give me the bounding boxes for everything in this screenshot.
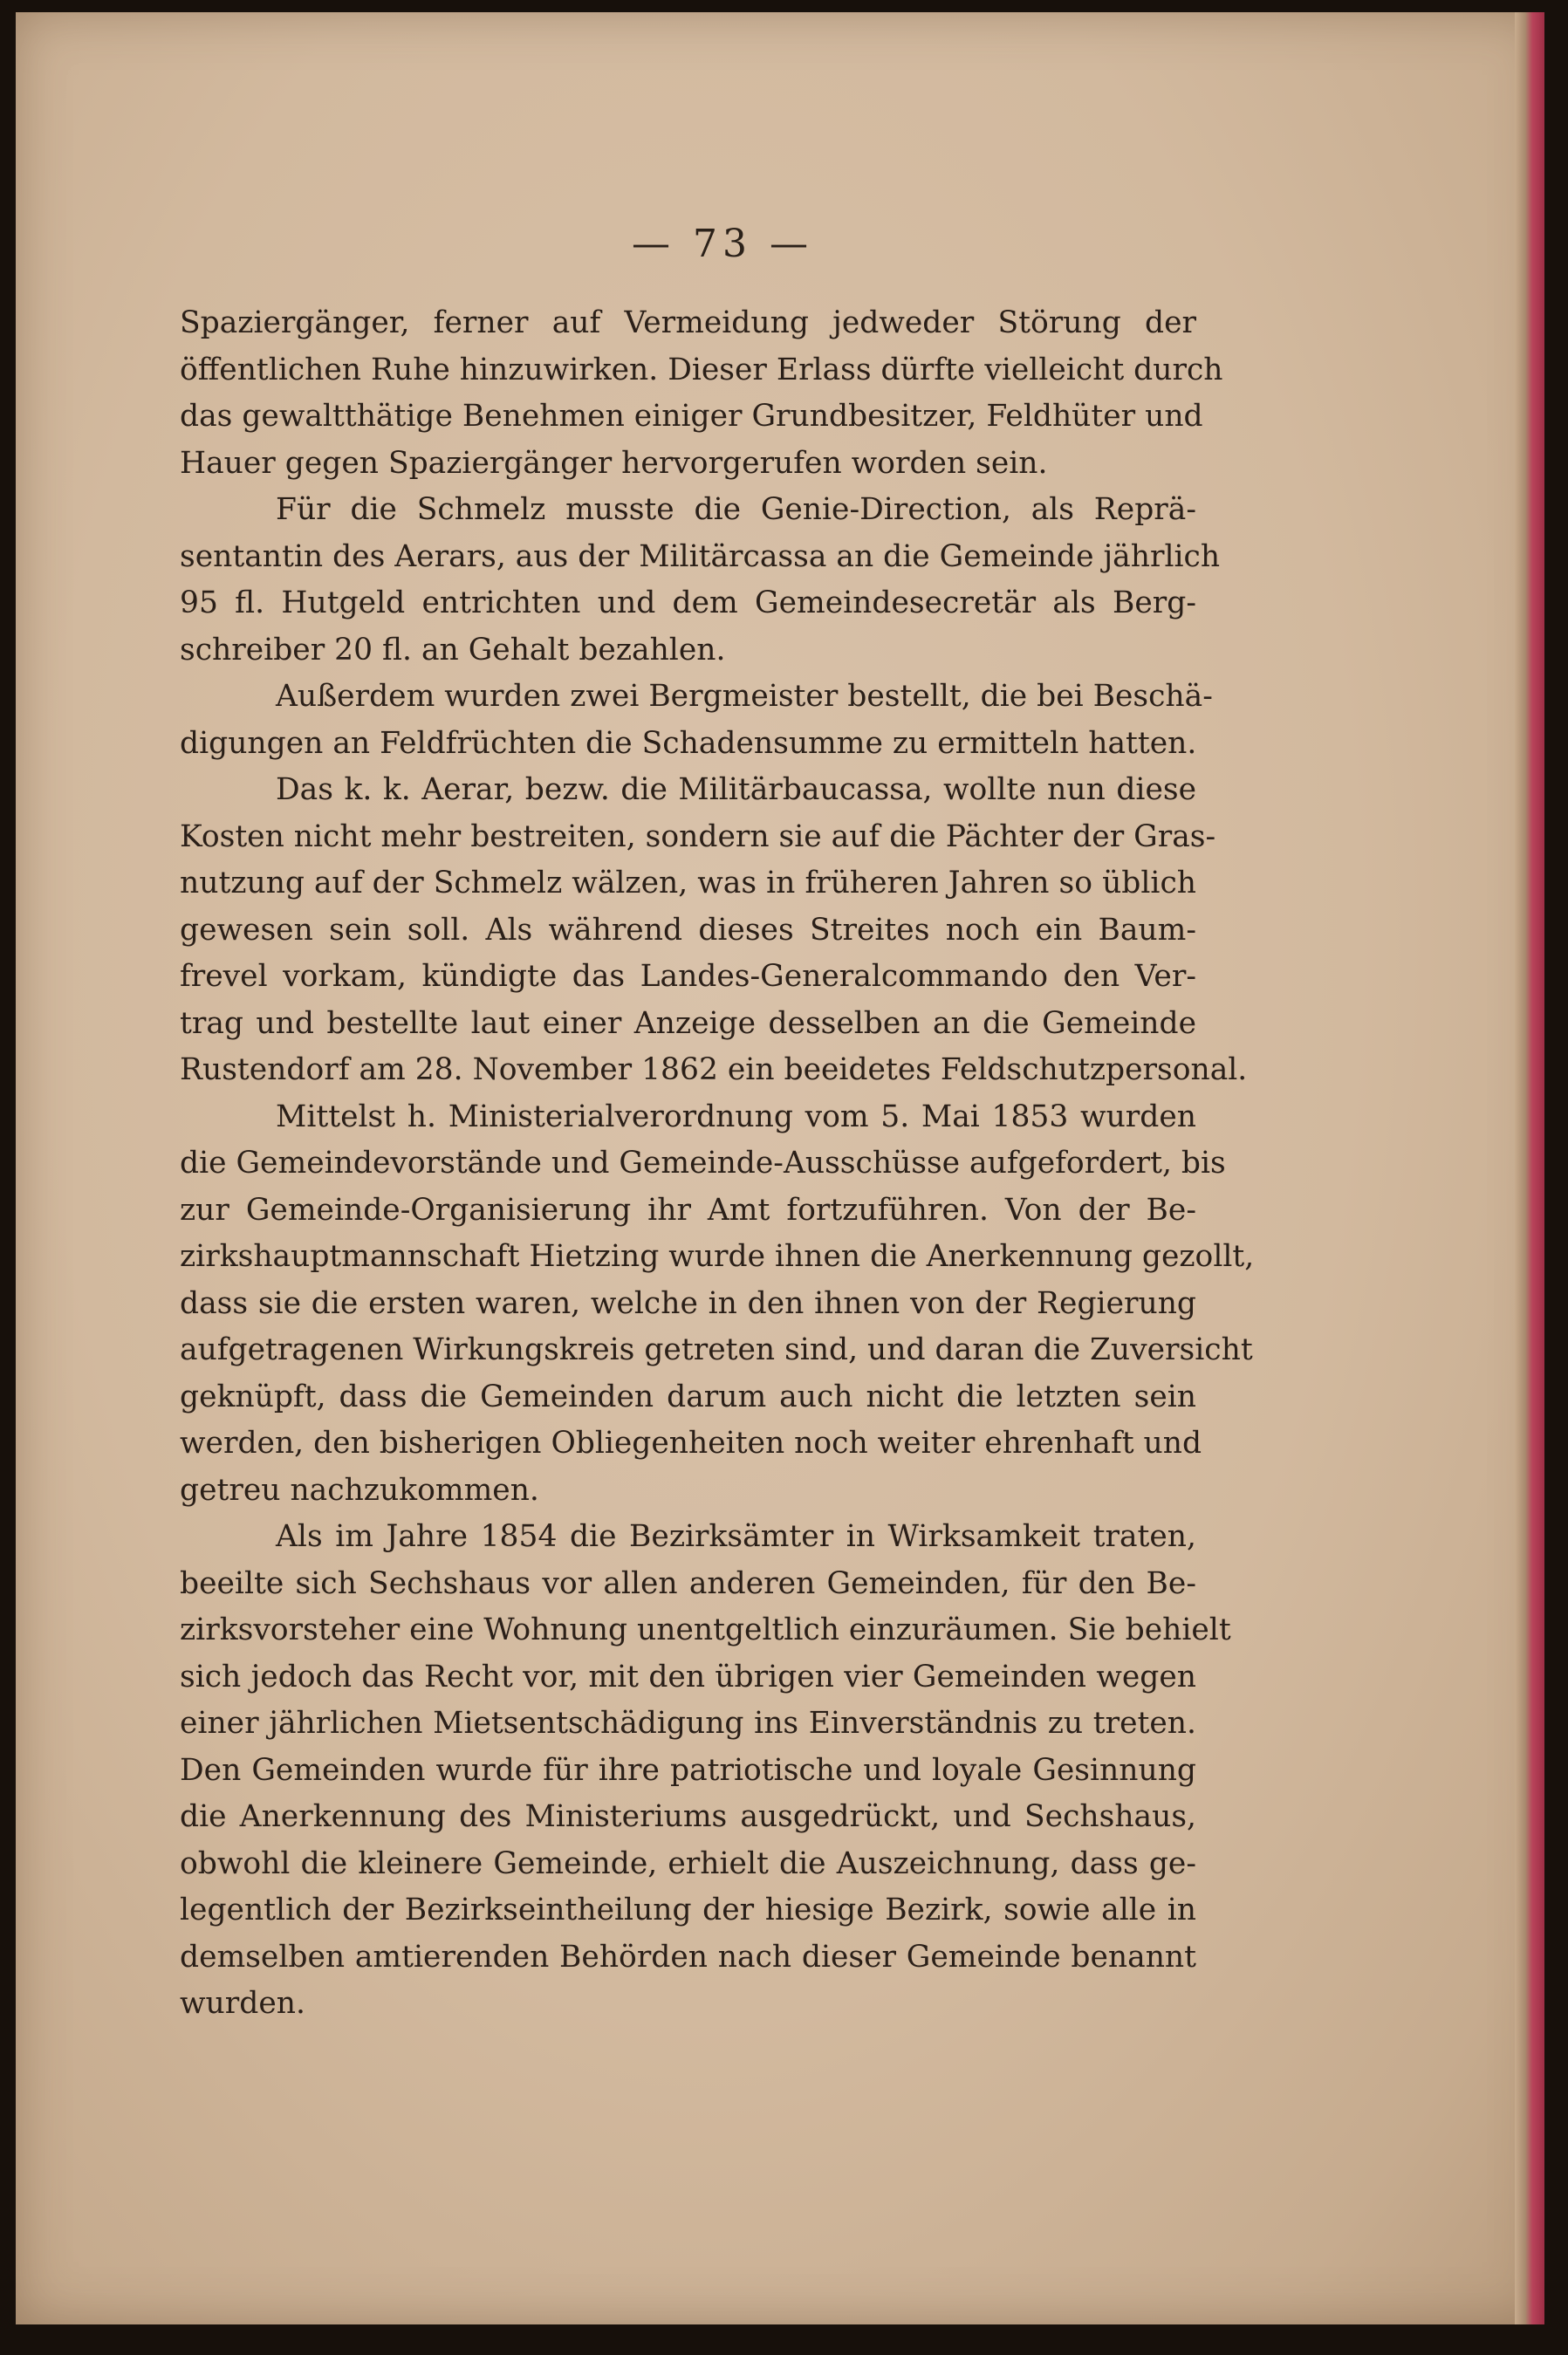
text-line: aufgetragenen Wirkungskreis getreten sind, und daran die Zuversicht	[180, 1332, 1253, 1367]
text-line: obwohl die kleinere Gemeinde, erhielt die Auszeichnung, dass ge-	[180, 1845, 1196, 1881]
text-line: Rustendorf am 28. November 1862 ein beeidetes Feldschutzpersonal.	[180, 1052, 1248, 1087]
text-line: Außerdem wurden zwei Bergmeister bestellt, die bei Beschä-	[276, 679, 1213, 714]
text-line: einer jährlichen Mietsentschädigung ins Einverständnis zu treten.	[180, 1706, 1196, 1741]
text-line: demselben amtierenden Behörden nach dieser Gemeinde benannt	[180, 1939, 1196, 1975]
text-line: 95 fl. Hutgeld entrichten und dem Gemeindesecretär als Berg-	[180, 585, 1196, 620]
paragraph	[180, 300, 1223, 487]
text-line: nutzung auf der Schmelz wälzen, was in früheren Jahren so üblich	[180, 866, 1196, 900]
text-line: trag und bestellte laut einer Anzeige desselben an die Gemeinde	[180, 1005, 1196, 1041]
text-line: Für die Schmelz musste die Genie-Direction, als Reprä-	[276, 492, 1196, 527]
text-line: Den Gemeinden wurde für ihre patriotische und loyale Gesinnung	[180, 1752, 1196, 1788]
text-line: die Anerkennung des Ministeriums ausgedrückt, und Sechshaus,	[180, 1799, 1196, 1834]
body-text	[180, 300, 1255, 2028]
paragraph	[180, 487, 1221, 674]
text-line: Spaziergänger, ferner auf Vermeidung jedweder Störung der	[180, 305, 1196, 340]
text-line: sentantin des Aerars, aus der Militärcassa an die Gemeinde jährlich	[180, 538, 1221, 574]
book-page	[16, 12, 1544, 2324]
text-line: Mittelst h. Ministerialverordnung vom 5. Mai 1853 wurden	[276, 1099, 1196, 1134]
text-line: zur Gemeinde-Organisierung ihr Amt fortzuführen. Von der Be-	[180, 1192, 1196, 1228]
text-line: Als im Jahre 1854 die Bezirksämter in Wirksamkeit traten,	[276, 1519, 1196, 1554]
text-line: werden, den bisherigen Obliegenheiten noch weiter ehrenhaft und	[180, 1426, 1202, 1461]
paragraph	[180, 1514, 1231, 2028]
page-edge-binding	[1515, 12, 1544, 2324]
text-line: das gewaltthätige Benehmen einiger Grundbesitzer, Feldhüter und	[180, 399, 1203, 434]
text-line: öffentlichen Ruhe hinzuwirken. Dieser Erlass dürfte vielleicht durch	[180, 352, 1223, 387]
text-line: geknüpft, dass die Gemeinden darum auch nicht die letzten sein	[180, 1379, 1196, 1414]
text-line: legentlich der Bezirkseintheilung der hiesige Bezirk, sowie alle in	[180, 1893, 1196, 1927]
text-line: Kosten nicht mehr bestreiten, sondern sie auf die Pächter der Gras-	[180, 818, 1216, 854]
text-line: Das k. k. Aerar, bezw. die Militärbaucassa, wollte nun diese	[276, 772, 1196, 807]
text-line: zirksvorsteher eine Wohnung unentgeltlich einzuräumen. Sie behielt	[180, 1612, 1231, 1647]
paragraph	[180, 1094, 1255, 1515]
text-line: Hauer gegen Spaziergänger hervorgerufen worden sein.	[180, 445, 1048, 481]
text-line: beeilte sich Sechshaus vor allen anderen Gemeinden, für den Be-	[180, 1565, 1196, 1601]
text-line: getreu nachzukommen.	[180, 1472, 539, 1508]
text-line: frevel vorkam, kündigte das Landes-Generalcommando den Ver-	[180, 959, 1196, 994]
text-line: dass sie die ersten waren, welche in den ihnen von der Regierung	[180, 1285, 1196, 1321]
text-line: digungen an Feldfrüchten die Schadensumme zu ermitteln hatten.	[180, 725, 1197, 761]
text-line: gewesen sein soll. Als während dieses Streites noch ein Baum-	[180, 912, 1196, 948]
page-number: — 73 —	[632, 222, 813, 266]
paragraph	[180, 674, 1213, 767]
text-line: die Gemeindevorstände und Gemeinde-Ausschüsse aufgefordert, bis	[180, 1146, 1226, 1181]
paragraph	[180, 767, 1248, 1094]
text-line: schreiber 20 fl. an Gehalt bezahlen.	[180, 632, 726, 667]
text-line: zirkshauptmannschaft Hietzing wurde ihnen die Anerkennung gezollt,	[180, 1239, 1255, 1274]
text-line: sich jedoch das Recht vor, mit den übrigen vier Gemeinden wegen	[180, 1659, 1196, 1694]
text-line: wurden.	[180, 1986, 305, 2021]
